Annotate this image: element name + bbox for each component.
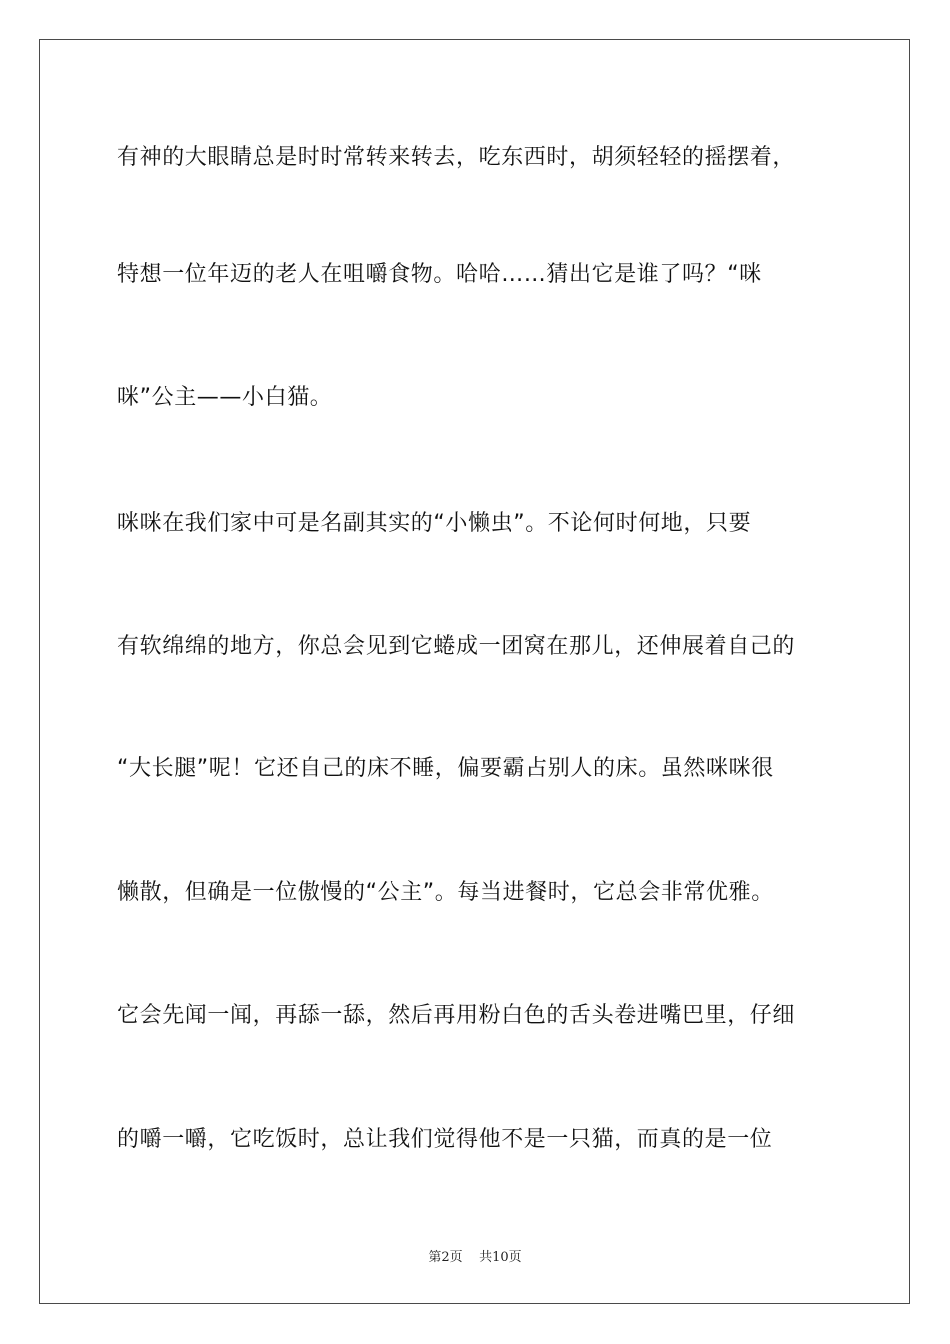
text-line: 咪咪在我们家中可是名副其实的“小懒虫”。不论何时何地，只要 (117, 511, 752, 536)
page-footer (0, 1246, 950, 1265)
text-line: 懒散，但确是一位傲慢的“公主”。每当进餐时，它总会非常优雅。 (117, 880, 774, 905)
text-line: 有软绵绵的地方，你总会见到它蜷成一团窝在那儿，还伸展着自己的 (117, 634, 796, 659)
text-line: 的嚼一嚼，它吃饭时，总让我们觉得他不是一只猫，而真的是一位 (117, 1127, 773, 1152)
text-line: 咪”公主——小白猫。 (117, 385, 333, 410)
page-frame (39, 39, 910, 1304)
page-total: 共10页 (479, 1250, 522, 1265)
text-line: “大长腿”呢！它还自己的床不睡，偏要霸占别人的床。虽然咪咪很 (117, 756, 774, 781)
text-line: 有神的大眼睛总是时时常转来转去，吃东西时，胡须轻轻的摇摆着， (117, 145, 796, 170)
page-number: 第2页 (428, 1250, 463, 1265)
text-line: 特想一位年迈的老人在咀嚼食物。哈哈……猜出它是谁了吗？“咪 (117, 262, 762, 287)
text-line: 它会先闻一闻，再舔一舔，然后再用粉白色的舌头卷进嘴巴里，仔细 (117, 1003, 796, 1028)
